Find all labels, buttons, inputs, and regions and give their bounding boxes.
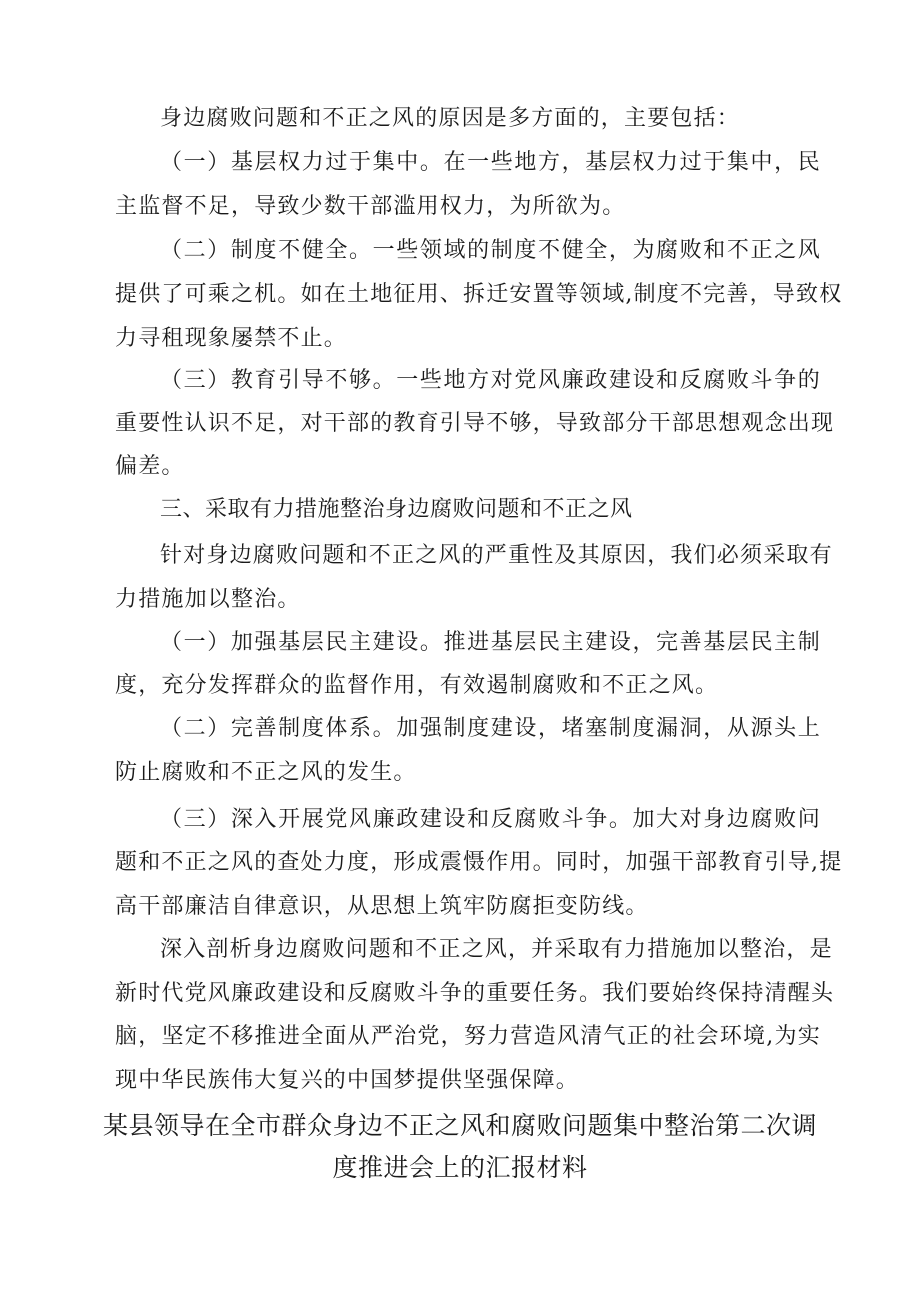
paragraph-line: （二）制度不健全。一些领域的制度不健全，为腐败和不正之风 <box>160 238 821 263</box>
paragraph-line: （三）教育引导不够。一些地方对党风廉政建设和反腐败斗争的 <box>160 368 821 393</box>
paragraph-line: 深入剖析身边腐败问题和不正之风，并采取有力措施加以整治，是 <box>160 937 833 962</box>
paragraph-line: 高干部廉洁自律意识，从思想上筑牢防腐拒变防线。 <box>115 894 649 919</box>
paragraph-line: （一）加强基层民主建设。推进基层民主建设，完善基层民主制 <box>160 630 821 655</box>
paragraph-line: 力措施加以整治。 <box>115 587 301 612</box>
paragraph-line: 重要性认识不足，对干部的教育引导不够，导致部分干部思想观念出现 <box>115 411 835 436</box>
document-title-line-1: 某县领导在全市群众身边不正之风和腐败问题集中整治第二次调 <box>102 1111 817 1140</box>
paragraph-line: 针对身边腐败问题和不正之风的严重性及其原因，我们必须采取有 <box>160 543 833 568</box>
paragraph-line: 新时代党风廉政建设和反腐败斗争的重要任务。我们要始终保持清醒头 <box>115 981 835 1006</box>
paragraph-line: （一）基层权力过于集中。在一些地方，基层权力过于集中，民 <box>160 150 821 175</box>
paragraph-line: 提供了可乘之机。如在土地征用、拆迁安置等领域,制度不完善，导致权 <box>115 282 843 307</box>
document-title-line-2: 度推进会上的汇报材料 <box>332 1153 588 1182</box>
paragraph-line: 主监督不足，导致少数干部滥用权力，为所欲为。 <box>115 194 626 219</box>
paragraph-line: 力寻租现象屡禁不止。 <box>115 326 348 351</box>
paragraph-line: 现中华民族伟大复兴的中国梦提供坚强保障。 <box>115 1068 580 1093</box>
paragraph-line: 度，充分发挥群众的监督作用，有效遏制腐败和不正之风。 <box>115 673 719 698</box>
paragraph-line: 偏差。 <box>115 454 185 479</box>
paragraph-line: 题和不正之风的查处力度，形成震慑作用。同时，加强干部教育引导,提 <box>115 850 843 875</box>
section-heading: 三、采取有力措施整治身边腐败问题和不正之风 <box>160 497 633 522</box>
paragraph-line: （三）深入开展党风廉政建设和反腐败斗争。加大对身边腐败问 <box>160 807 821 832</box>
paragraph-line: 防止腐败和不正之风的发生。 <box>115 760 417 785</box>
paragraph-line: （二）完善制度体系。加强制度建设，堵塞制度漏洞，从源头上 <box>160 716 821 741</box>
paragraph-line: 脑，坚定不移推进全面从严治党，努力营造风清气正的社会环境,为实 <box>115 1024 821 1049</box>
paragraph-intro: 身边腐败问题和不正之风的原因是多方面的，主要包括： <box>160 106 741 131</box>
